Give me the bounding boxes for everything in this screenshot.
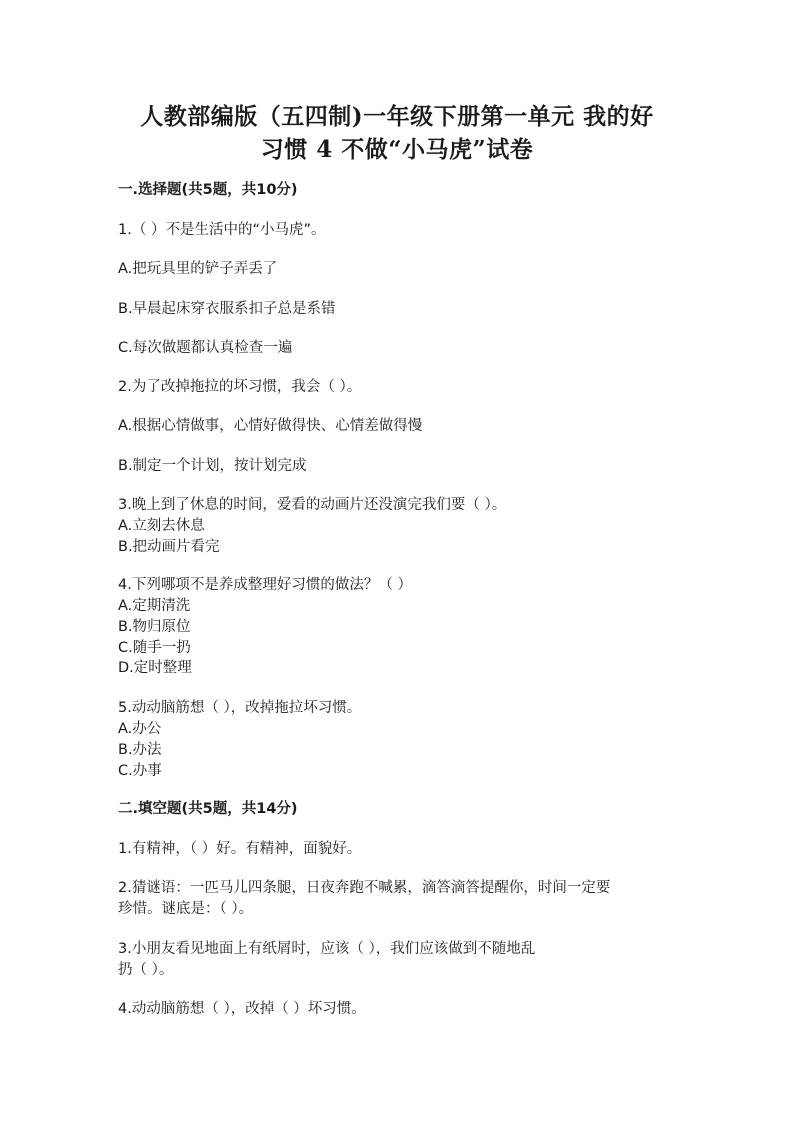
title-line-2: 习惯 4 不做“小马虎”试卷 bbox=[260, 136, 534, 163]
answer-option: A.办公 bbox=[118, 721, 162, 737]
question-stem: 4.下列哪项不是养成整理好习惯的做法？（ ） bbox=[118, 577, 412, 593]
answer-option: B.制定一个计划，按计划完成 bbox=[118, 458, 307, 474]
question-stem: 1.（ ）不是生活中的“小马虎”。 bbox=[118, 222, 326, 238]
answer-option: A.把玩具里的铲子弄丢了 bbox=[118, 261, 278, 277]
answer-option: C.办事 bbox=[118, 763, 162, 779]
answer-option: B.办法 bbox=[118, 742, 162, 758]
title-line-1: 人教部编版（五四制)一年级下册第一单元 我的好 bbox=[140, 103, 654, 130]
answer-option: C.随手一扔 bbox=[118, 640, 191, 656]
answer-option: A.根据心情做事，心情好做得快、心情差做得慢 bbox=[118, 418, 423, 434]
answer-option: A.定期清洗 bbox=[118, 598, 191, 614]
answer-option: B.把动画片看完 bbox=[118, 539, 220, 555]
question-stem: 4.动动脑筋想（ ），改掉（ ）坏习惯。 bbox=[118, 1001, 366, 1017]
answer-option: A.立刻去休息 bbox=[118, 518, 205, 534]
question-stem: 3.晚上到了休息的时间，爱看的动画片还没演完我们要（ ）。 bbox=[118, 497, 507, 513]
question-stem-continued: 珍惜。谜底是：（ ）。 bbox=[118, 901, 254, 917]
answer-option: B.物归原位 bbox=[118, 619, 191, 635]
answer-option: D.定时整理 bbox=[118, 660, 192, 676]
answer-option: C.每次做题都认真检查一遍 bbox=[118, 340, 293, 356]
section-heading-fill-blank: 二.填空题(共5题，共14分) bbox=[118, 801, 298, 817]
question-stem: 2.为了改掉拖拉的坏习惯，我会（ ）。 bbox=[118, 379, 362, 395]
question-stem: 1.有精神，（ ）好。有精神，面貌好。 bbox=[118, 841, 362, 857]
question-stem: 2.猜谜语：一匹马儿四条腿，日夜奔跑不喊累，滴答滴答提醒你，时间一定要 bbox=[118, 880, 611, 896]
question-stem: 3.小朋友看见地面上有纸屑时，应该（ ），我们应该做到不随地乱 bbox=[118, 941, 536, 957]
section-heading-choice: 一.选择题(共5题，共10分) bbox=[118, 182, 298, 198]
question-stem: 5.动动脑筋想（ ），改掉拖拉坏习惯。 bbox=[118, 700, 362, 716]
question-stem-continued: 扔（ ）。 bbox=[118, 962, 174, 978]
answer-option: B.早晨起床穿衣服系扣子总是系错 bbox=[118, 301, 336, 317]
